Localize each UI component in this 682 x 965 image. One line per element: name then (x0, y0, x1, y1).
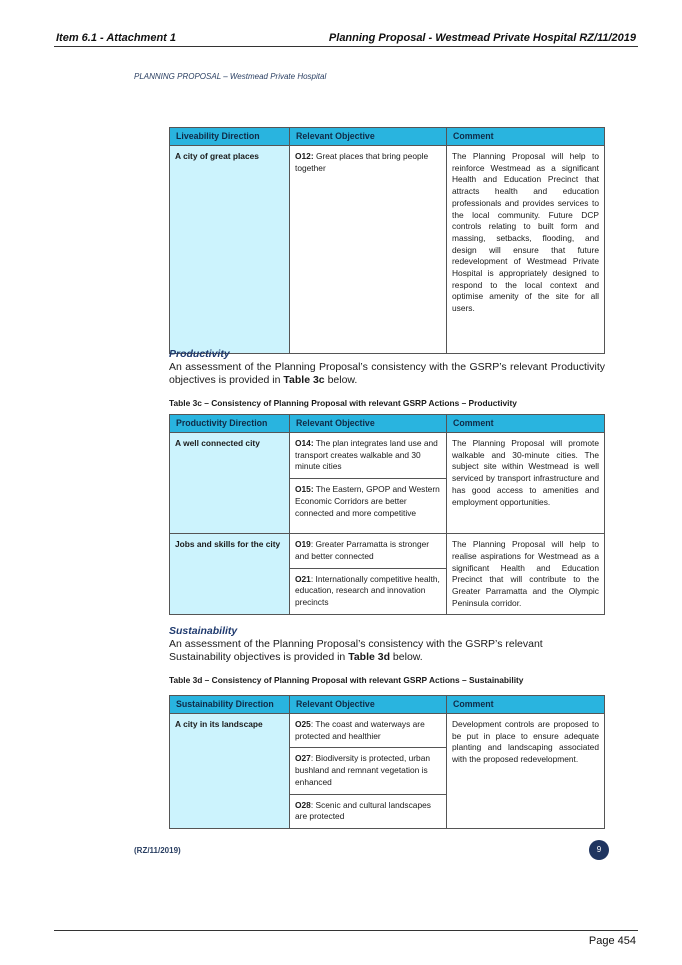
header-attachment-label: Item 6.1 - Attachment 1 (56, 32, 177, 44)
table-reference: Table 3c (283, 373, 325, 386)
productivity-table (169, 414, 605, 615)
liveability-table (169, 127, 605, 354)
table-header-row (170, 696, 605, 714)
objective-cell (290, 146, 447, 354)
footer-reference: (RZ/11/2019) (134, 846, 181, 855)
objective-text: : Biodiversity is protected, urban bushland and remnant vegetation is enhanced (295, 753, 431, 787)
objective-code: O12: (295, 151, 314, 161)
table-row (170, 534, 605, 568)
paragraph-text: An assessment of the Planning Proposal’s consistency with the GSRP’s relevant Sustainability objectives is provided in (169, 638, 543, 663)
objective-text: : The coast and waterways are protected and healthier (295, 719, 425, 741)
column-header-direction: Sustainability Direction (170, 696, 290, 714)
objective-code: O28 (295, 799, 311, 810)
column-header-direction: Productivity Direction (170, 415, 290, 433)
objective-text: : Internationally competitive health, education, research and innovation precincts (295, 573, 440, 607)
table-row (170, 433, 605, 479)
page-number: Page 454 (588, 935, 636, 947)
objective-code: O27 (295, 753, 311, 764)
productivity-heading: Productivity (169, 348, 230, 360)
objective-code: O14: (295, 438, 314, 448)
objective-code: O19 (295, 539, 311, 550)
comment-cell: The Planning Proposal will help to realise aspirations for Westmead as a significant Health and Education Precinct that will contribute to the Greater Parramatta and the Olympic Peninsula corridor. (447, 534, 605, 615)
objective-cell (290, 794, 447, 828)
column-header-comment: Comment (447, 415, 605, 433)
direction-cell: A city of great places (170, 146, 290, 354)
objective-code: O15: (295, 484, 314, 495)
objective-text: The Eastern, GPOP and Western Economic Corridors are better connected and more competitive (295, 484, 440, 518)
column-header-direction: Liveability Direction (170, 128, 290, 146)
comment-cell: Development controls are proposed to be put in place to ensure adequate planting and landscaping associated with the proposed redevelopment. (447, 714, 605, 829)
table-row (170, 714, 605, 748)
column-header-objective: Relevant Objective (290, 415, 447, 433)
footer-divider (54, 930, 638, 931)
objective-cell (290, 748, 447, 794)
table-3c-caption: Table 3c – Consistency of Planning Proposal with relevant GSRP Actions – Productivity (169, 398, 517, 408)
sustainability-paragraph (169, 638, 605, 663)
header-proposal-title: Planning Proposal - Westmead Private Hospital RZ/11/2019 (328, 32, 636, 44)
direction-cell: A city in its landscape (170, 714, 290, 829)
sustainability-table (169, 695, 605, 829)
objective-code: O25 (295, 719, 311, 729)
table-header-row (170, 128, 605, 146)
objective-cell (290, 568, 447, 614)
paragraph-text: An assessment of the Planning Proposal’s consistency with the GSRP’s relevant Productivity objectives is provided in (169, 361, 605, 386)
inner-page-number-badge: 9 (589, 840, 609, 860)
direction-cell: A well connected city (170, 433, 290, 534)
table-header-row (170, 415, 605, 433)
objective-cell (290, 433, 447, 479)
column-header-objective: Relevant Objective (290, 128, 447, 146)
table-3d-caption: Table 3d – Consistency of Planning Proposal with relevant GSRP Actions – Sustainability (169, 675, 524, 685)
table-reference: Table 3d (348, 650, 391, 663)
column-header-comment: Comment (447, 696, 605, 714)
objective-cell (290, 479, 447, 534)
comment-cell: The Planning Proposal will promote walkable and 30-minute cities. The subject site within Westmead is well serviced by transport infrastructure and has good access to amenities and employment opportunities. (447, 433, 605, 534)
doc-subtitle: PLANNING PROPOSAL – Westmead Private Hospital (134, 72, 327, 81)
objective-text: The plan integrates land use and transport creates walkable and 30 minute cities (295, 438, 438, 472)
direction-cell: Jobs and skills for the city (170, 534, 290, 615)
sustainability-heading: Sustainability (169, 625, 238, 637)
column-header-objective: Relevant Objective (290, 696, 447, 714)
objective-text: : Greater Parramatta is stronger and better connected (295, 539, 430, 561)
paragraph-text-end: below. (324, 373, 358, 386)
objective-text: Great places that bring people together (295, 151, 429, 173)
column-header-comment: Comment (447, 128, 605, 146)
comment-cell: The Planning Proposal will help to reinforce Westmead as a significant Health and Education Precinct that attracts health and education professionals and provides services to the local community. Future DCP controls relating to built form and massing, setbacks, flooding, and design will ensure that future redevelopment of Westmead Private Hospital is appropriately designed to respond to the local context and optimise amenity of the site for all users. (447, 146, 605, 354)
table-row (170, 146, 605, 354)
document-header (54, 31, 638, 47)
objective-cell (290, 534, 447, 568)
objective-cell (290, 714, 447, 748)
productivity-paragraph (169, 361, 605, 386)
objective-text: : Scenic and cultural landscapes are protected (295, 799, 431, 822)
objective-code: O21 (295, 573, 311, 584)
paragraph-text-end: below. (390, 650, 423, 663)
